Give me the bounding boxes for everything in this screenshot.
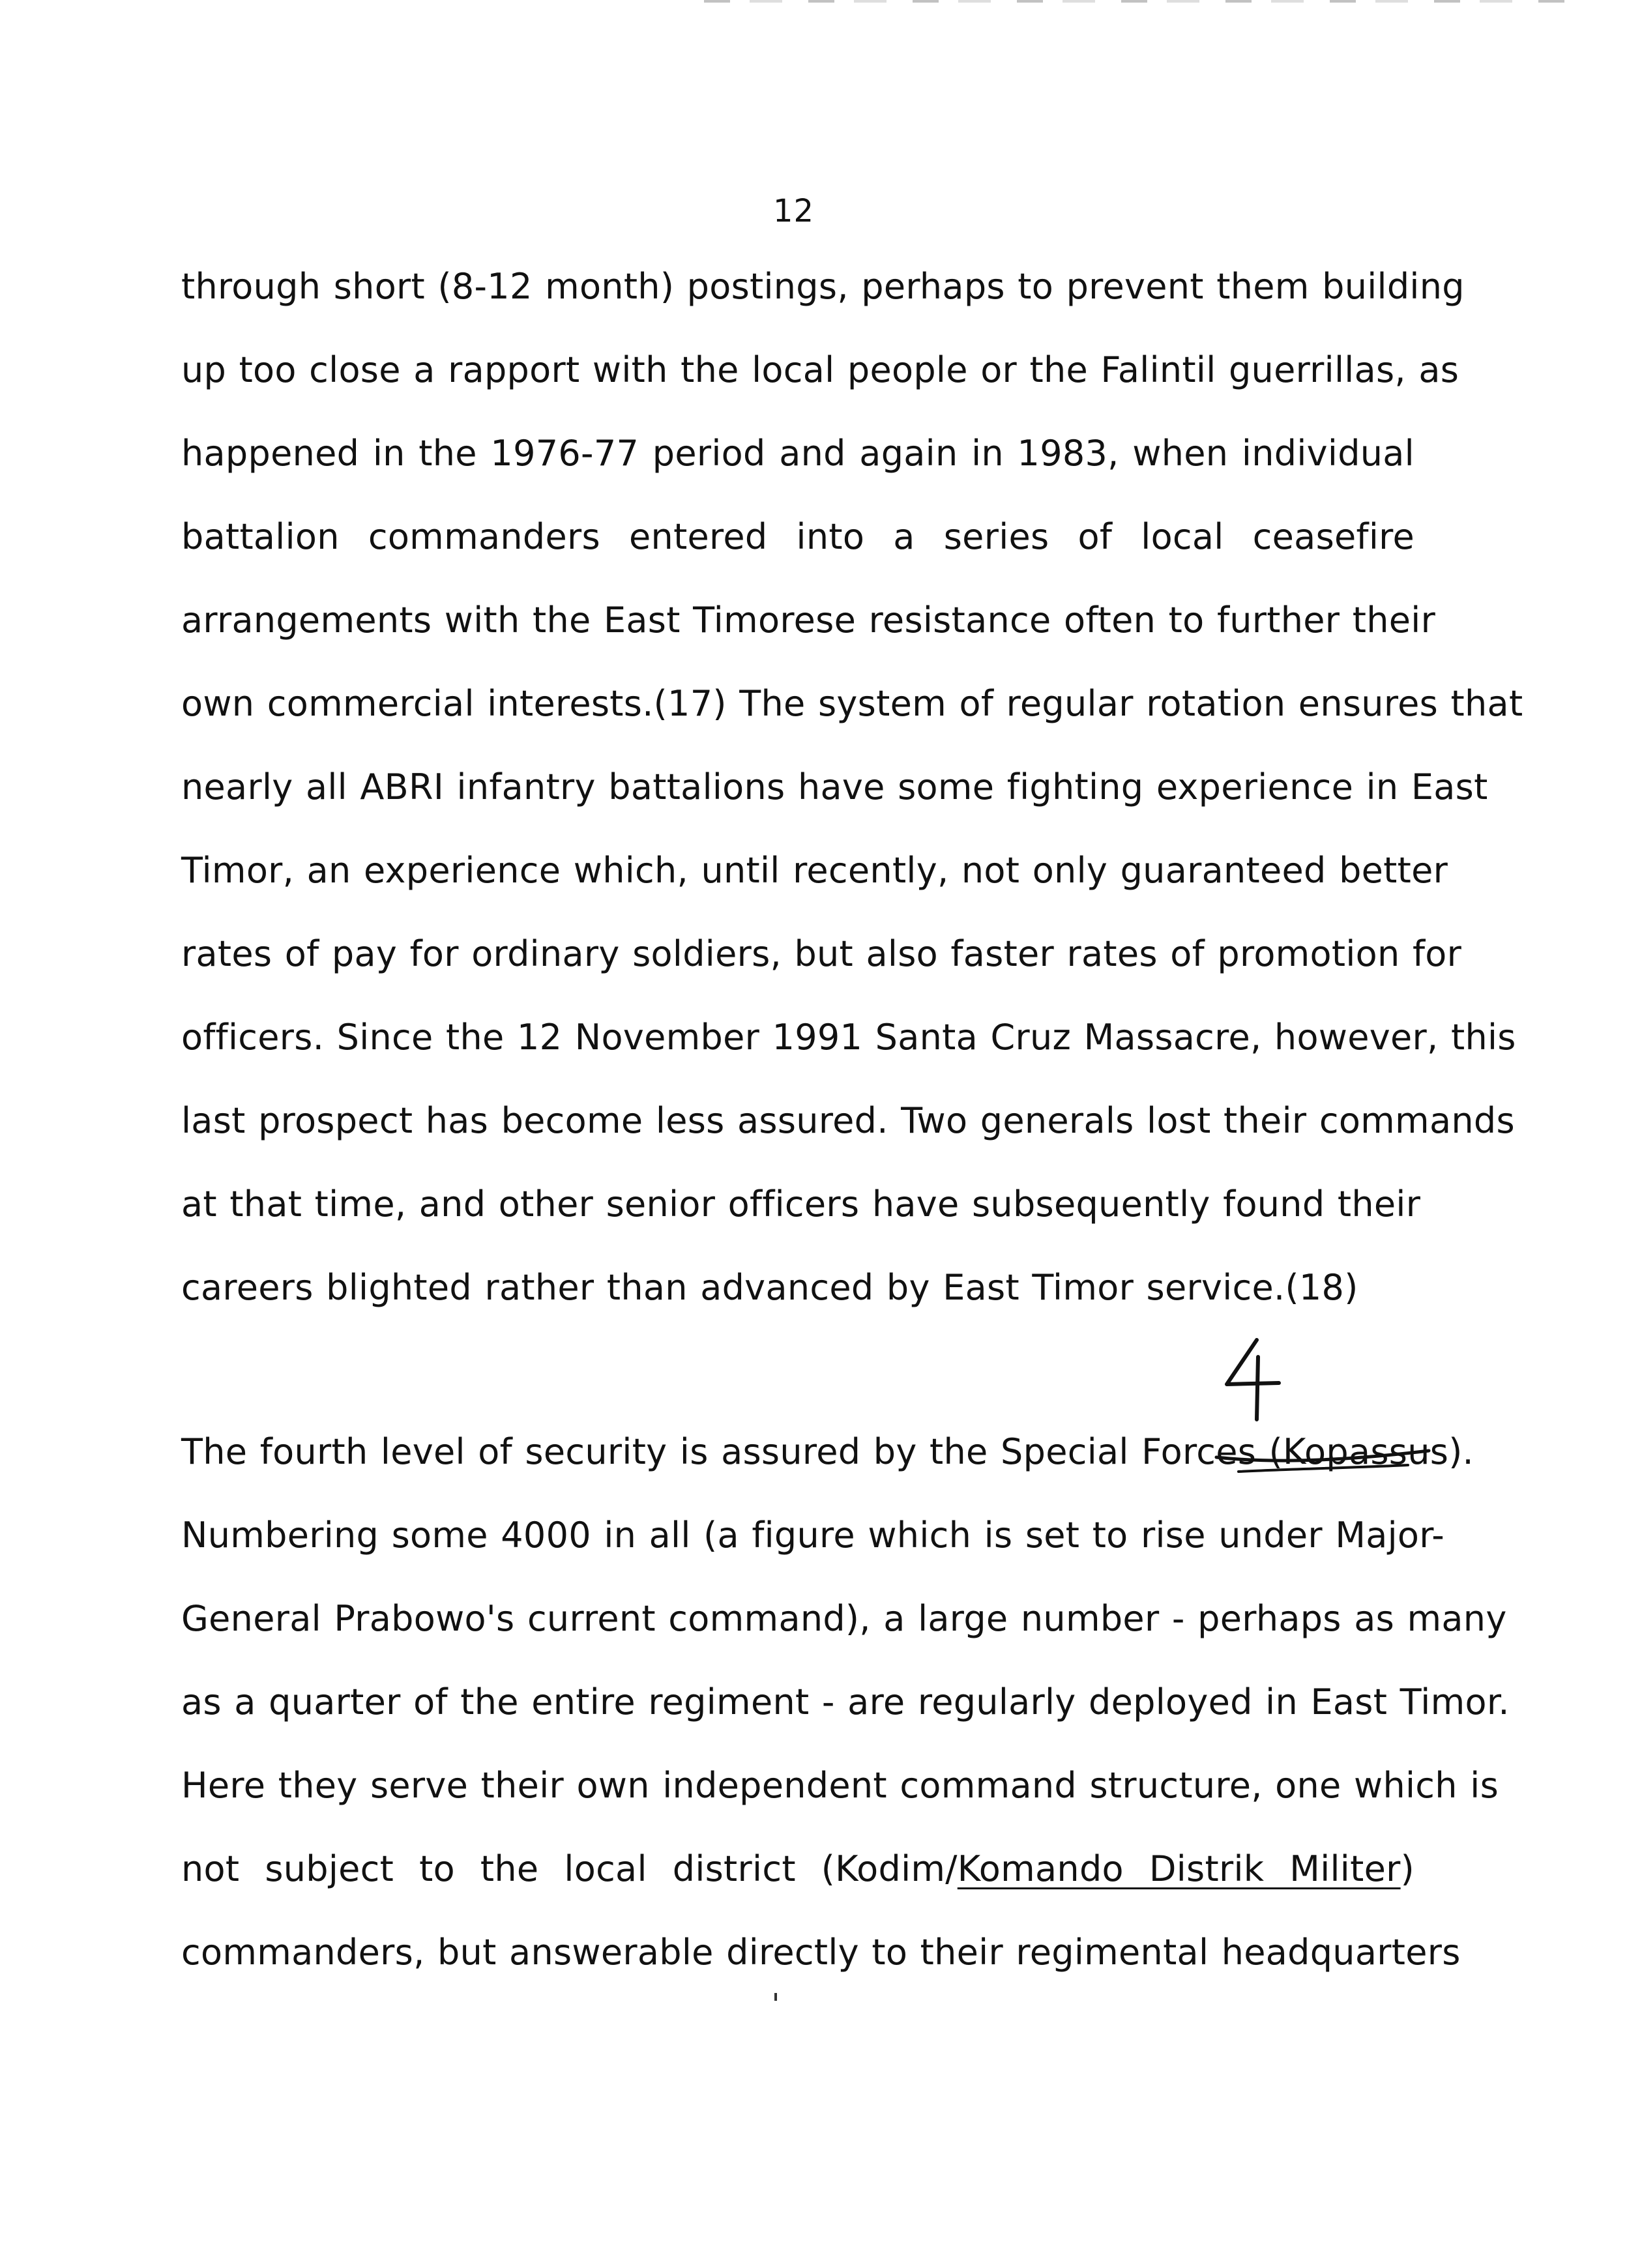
text-segment: not subject to the local district (Kodim/: [181, 1848, 958, 1889]
text-line: happened in the 1976-77 period and again in 1983, when individual: [181, 433, 1414, 474]
text-line: Timor, an experience which, until recently, not only guaranteed better: [181, 850, 1448, 891]
text-line: own commercial interests.(17) The system of regular rotation ensures that: [181, 683, 1523, 724]
text-line: Here they serve their own independent command structure, one which is: [181, 1765, 1499, 1806]
text-line: last prospect has become less assured. Two generals lost their commands: [181, 1100, 1515, 1141]
text-line: up too close a rapport with the local people or the Falintil guerrillas, as: [181, 349, 1459, 390]
underlined-term: Komando Distrik Militer: [957, 1848, 1401, 1889]
paragraph-special-forces: [181, 1410, 1510, 1994]
text-line: through short (8-12 month) postings, perhaps to prevent them building: [181, 266, 1465, 307]
text-segment: ): [1400, 1848, 1414, 1889]
text-line: [181, 1827, 1414, 1911]
text-line: nearly all ABRI infantry battalions have some fighting experience in East: [181, 766, 1488, 807]
text-line: arrangements with the East Timorese resistance often to further their: [181, 600, 1436, 641]
handwritten-numeral-four: [1211, 1337, 1289, 1422]
text-line: as a quarter of the entire regiment - are regularly deployed in East Timor.: [181, 1681, 1510, 1723]
text-segment: The fourth level of security is assured by the Special Forces: [181, 1431, 1269, 1472]
kopassus-term: (Kopassus).: [1268, 1431, 1474, 1472]
text-line: Numbering some 4000 in all (a figure which is set to rise under Major-: [181, 1515, 1445, 1556]
text-line: officers. Since the 12 November 1991 Santa Cruz Massacre, however, this: [181, 1017, 1516, 1058]
text-line: battalion commanders entered into a series of local ceasefire: [181, 516, 1414, 557]
text-line: careers blighted rather than advanced by East Timor service.(18): [181, 1267, 1358, 1308]
scan-edge-artifact: [704, 0, 1564, 3]
handwritten-underline: [1212, 1446, 1434, 1478]
text-line: rates of pay for ordinary soldiers, but also faster rates of promotion for: [181, 933, 1462, 974]
paragraph-rotation-postings: [181, 245, 1523, 1330]
text-line: General Prabowo's current command), a large number - perhaps as many: [181, 1598, 1507, 1639]
scan-speck: [774, 1993, 777, 2001]
text-line: commanders, but answerable directly to their regimental headquarters: [181, 1932, 1461, 1973]
page-number: 12: [773, 193, 815, 229]
text-line: at that time, and other senior officers have subsequently found their: [181, 1184, 1421, 1225]
